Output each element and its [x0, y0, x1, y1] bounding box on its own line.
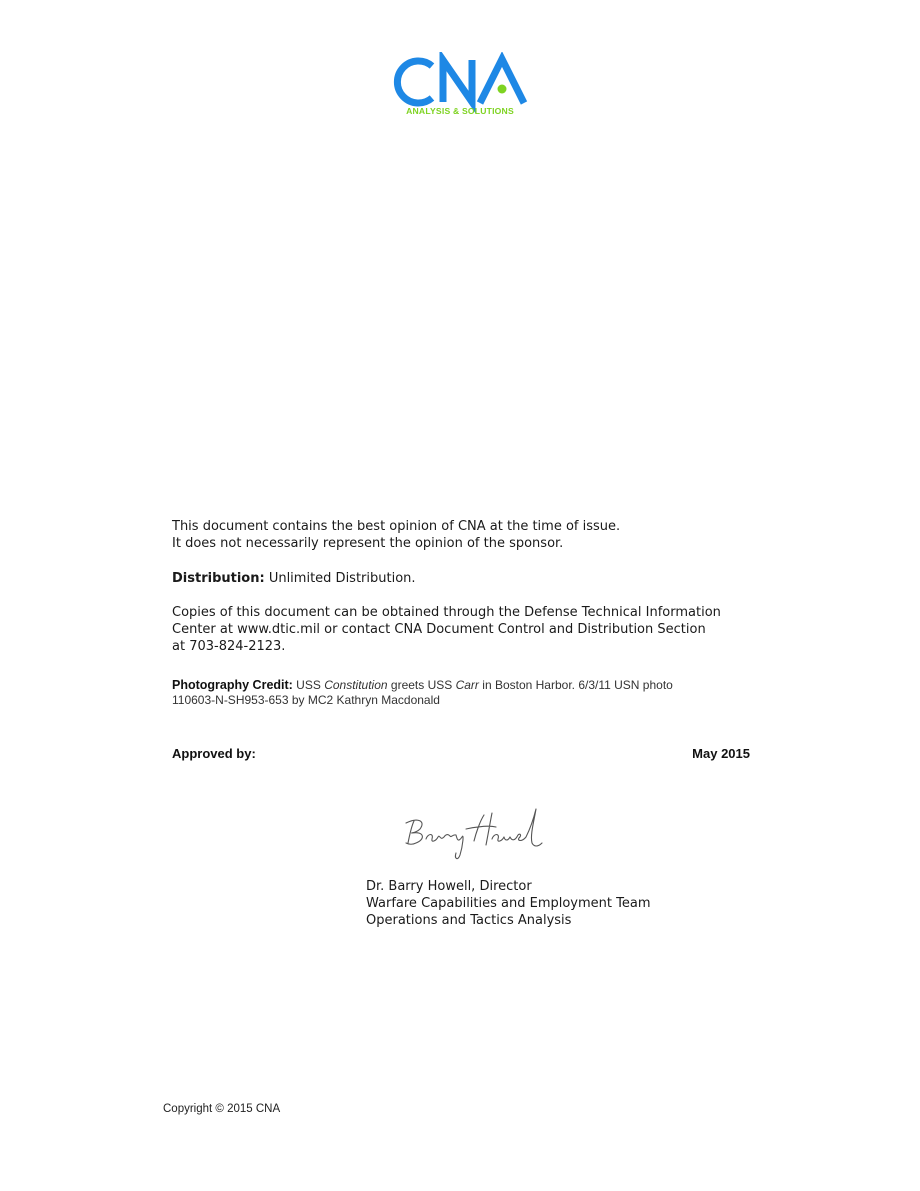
copies-line: at 703-824-2123. [172, 639, 286, 654]
distribution-statement [172, 570, 416, 587]
photo-credit [172, 678, 673, 708]
signer-line: Dr. Barry Howell, Director [366, 879, 532, 894]
photo-credit-line: 110603-N-SH953-653 by MC2 Kathryn Macdonald [172, 693, 440, 707]
copies-info [172, 604, 721, 655]
logo-tagline: ANALYSIS & SOLUTIONS [406, 106, 514, 116]
photo-credit-text: in Boston Harbor. 6/3/11 USN photo [478, 678, 673, 692]
ship-name: Constitution [324, 678, 388, 692]
approval-date: May 2015 [692, 746, 750, 761]
signer-line: Operations and Tactics Analysis [366, 913, 572, 928]
distribution-value: Unlimited Distribution. [264, 571, 416, 586]
signer-block [366, 878, 651, 929]
approved-by-label: Approved by: [172, 746, 256, 761]
photo-credit-text: USS [292, 678, 325, 692]
copies-line: Copies of this document can be obtained through the Defense Technical Information [172, 605, 721, 620]
cna-logo [388, 52, 533, 118]
logo-letter-a [480, 59, 524, 103]
signature [400, 803, 545, 865]
logo-letter-n [443, 60, 472, 102]
distribution-label: Distribution: [172, 571, 265, 586]
ship-name: Carr [455, 678, 479, 692]
approval-row [172, 746, 750, 761]
signature-icon [400, 803, 545, 865]
cna-logo-graphic [388, 52, 533, 118]
signer-line: Warfare Capabilities and Employment Team [366, 896, 651, 911]
opinion-notice [172, 518, 620, 552]
logo-letter-c [397, 61, 432, 103]
photo-credit-label: Photography Credit: [172, 678, 293, 692]
notice-line: This document contains the best opinion of CNA at the time of issue. [172, 519, 621, 534]
photo-credit-text: greets USS [387, 678, 456, 692]
copies-line: Center at www.dtic.mil or contact CNA Document Control and Distribution Section [172, 622, 706, 637]
copyright-notice: Copyright © 2015 CNA [163, 1103, 281, 1115]
logo-dot-icon [498, 85, 507, 94]
notice-line: It does not necessarily represent the opinion of the sponsor. [172, 536, 564, 551]
photo-credit-line [172, 678, 673, 693]
